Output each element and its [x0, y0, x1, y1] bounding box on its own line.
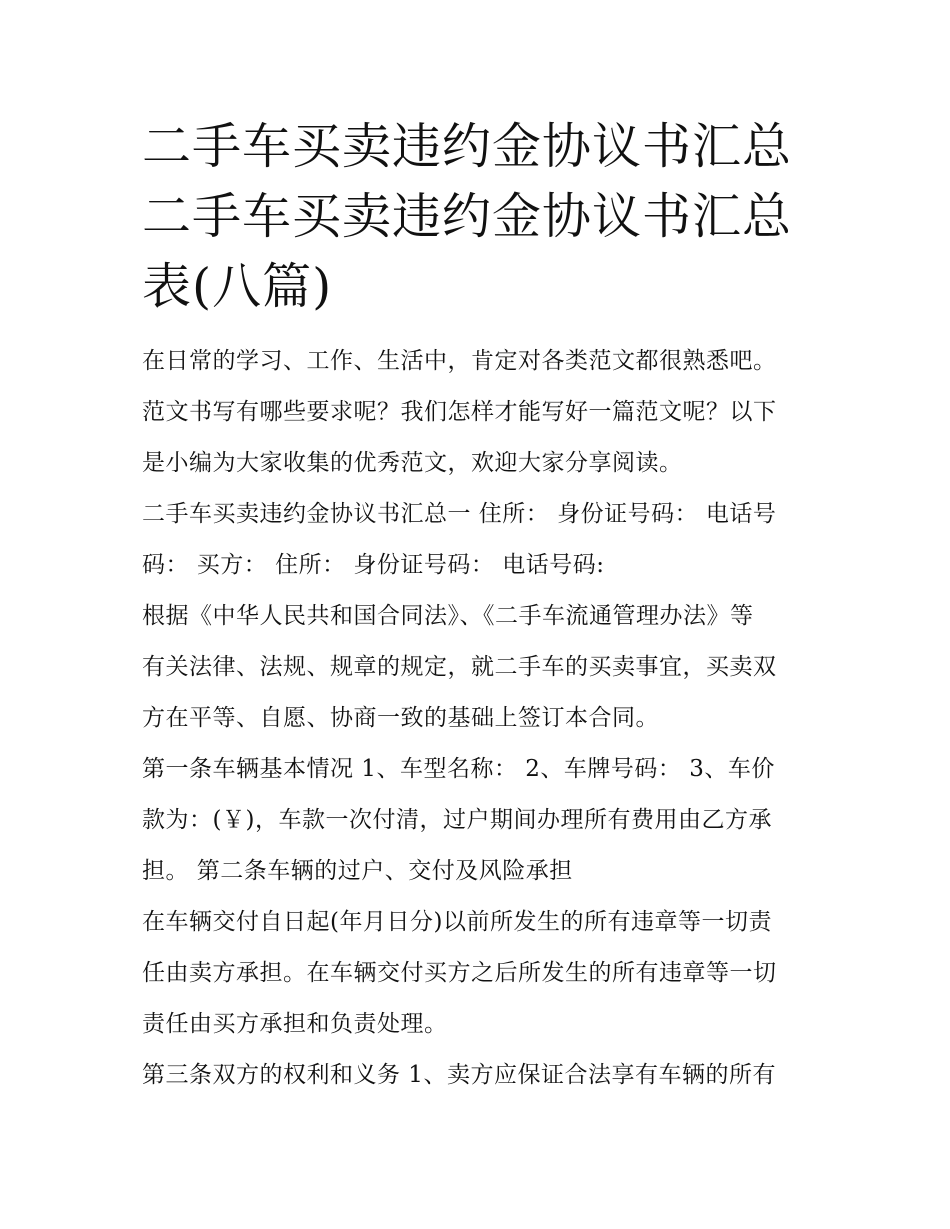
- title-line: 二手车买卖违约金协议书汇总: [142, 118, 793, 175]
- text-line: 责任由买方承担和负责处理。: [142, 1011, 448, 1037]
- text-line: 任由卖方承担。在车辆交付买方之后所发生的所有违章等一切: [142, 960, 777, 986]
- text-line: 是小编为大家收集的优秀范文，欢迎大家分享阅读。: [142, 450, 683, 476]
- document-page: [142, 112, 812, 1101]
- text-line: 范文书写有哪些要求呢？我们怎样才能写好一篇范文呢？以下: [142, 399, 777, 425]
- text-line: 在车辆交付自日起(年月日分)以前所发生的所有违章等一切责: [142, 909, 772, 935]
- article-one-paragraph: [142, 744, 812, 897]
- text-line: 第三条双方的权利和义务 1、卖方应保证合法享有车辆的所有: [142, 1062, 776, 1088]
- text-line: 根据《中华人民共和国合同法》、《二手车流通管理办法》等: [142, 603, 754, 629]
- document-body: [142, 336, 812, 1101]
- text-line: 二手车买卖违约金协议书汇总一 住所： 身份证号码： 电话号: [142, 501, 777, 527]
- text-line: 款为：(￥)，车款一次付清，过户期间办理所有费用由乙方承: [142, 807, 772, 833]
- text-line: 码： 买方： 住所： 身份证号码： 电话号码:: [142, 552, 605, 578]
- text-line: 方在平等、自愿、协商一致的基础上签订本合同。: [142, 705, 659, 731]
- legal-basis-paragraph: [142, 591, 812, 744]
- title-line: 二手车买卖违约金协议书汇总: [142, 188, 793, 245]
- text-line: 担。 第二条车辆的过户、交付及风险承担: [142, 858, 573, 884]
- text-line: 在日常的学习、工作、生活中，肯定对各类范文都很熟悉吧。: [142, 348, 777, 374]
- parties-paragraph: [142, 489, 812, 591]
- liability-paragraph: [142, 897, 812, 1050]
- text-line: 有关法律、法规、规章的规定，就二手车的买卖事宜，买卖双: [142, 654, 777, 680]
- title-line: 表(八篇): [142, 258, 333, 315]
- text-line: 第一条车辆基本情况 1、车型名称： 2、车牌号码： 3、车价: [142, 756, 775, 782]
- document-title: [142, 112, 812, 322]
- article-three-paragraph: [142, 1050, 812, 1101]
- intro-paragraph: [142, 336, 812, 489]
